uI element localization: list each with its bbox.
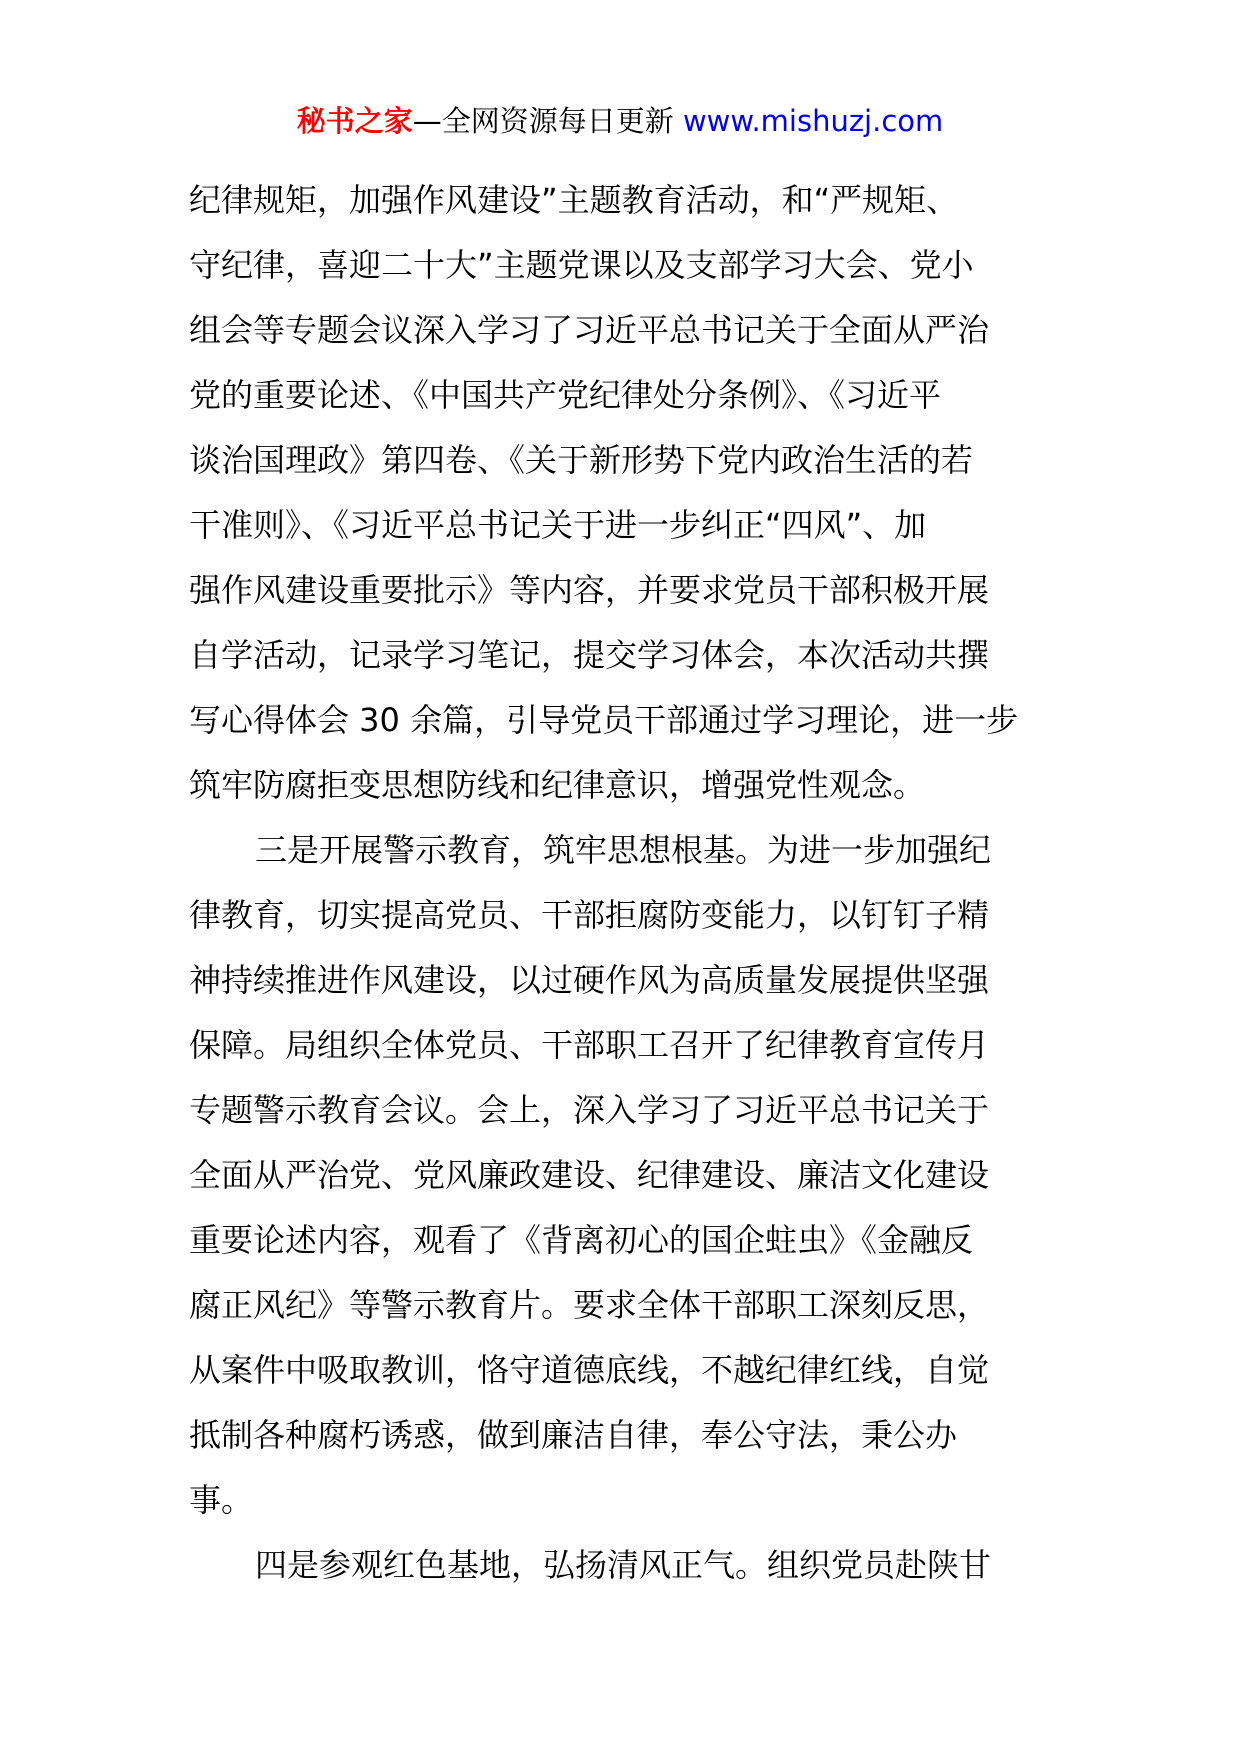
text-line: 组会等专题会议深入学习了习近平总书记关于全面从严治: [189, 311, 990, 349]
document-body: [189, 168, 1055, 1598]
text-line: 全面从严治党、党风廉政建设、纪律建设、廉洁文化建设: [189, 1156, 990, 1194]
text-line: 神持续推进作风建设，以过硬作风为高质量发展提供坚强: [189, 961, 990, 999]
text-line: 律教育，切实提高党员、干部拒腐防变能力，以钉钉子精: [189, 896, 990, 934]
text-line: 谈治国理政》第四卷、《关于新形势下党内政治生活的若: [189, 441, 974, 479]
brand-name: 秘书之家: [296, 104, 413, 138]
text-line: 重要论述内容，观看了《背离初心的国企蛀虫》《金融反: [189, 1221, 974, 1259]
text-line: 专题警示教育会议。会上，深入学习了习近平总书记关于: [189, 1091, 990, 1129]
header-url-link[interactable]: www.mishuzj.com: [682, 104, 944, 138]
paragraph-start-line: 四是参观红色基地，弘扬清风正气。组织党员赴陕甘: [255, 1546, 992, 1584]
header-tagline: —全网资源每日更新: [412, 104, 683, 138]
text-line: 强作风建设重要批示》等内容，并要求党员干部积极开展: [189, 571, 990, 609]
text-line: 筑牢防腐拒变思想防线和纪律意识，增强党性观念。: [189, 766, 926, 804]
text-line: 腐正风纪》等警示教育片。要求全体干部职工深刻反思，: [189, 1286, 990, 1324]
text-line: 写心得体会 30 余篇，引导党员干部通过学习理论，进一步: [189, 701, 1019, 739]
text-line: 干准则》、《习近平总书记关于进一步纠正“四风”、加: [189, 506, 927, 544]
text-line: 守纪律，喜迎二十大”主题党课以及支部学习大会、党小: [189, 246, 974, 284]
text-line: 党的重要论述、《中国共产党纪律处分条例》、《习近平: [189, 376, 942, 414]
text-line: 事。: [189, 1481, 254, 1519]
page-header: [0, 101, 1240, 141]
text-line: 纪律规矩，加强作风建设”主题教育活动，和“严规矩、: [189, 181, 959, 219]
text-line: 从案件中吸取教训，恪守道德底线，不越纪律红线，自觉: [189, 1351, 990, 1389]
text-line: 自学活动，记录学习笔记，提交学习体会，本次活动共撰: [189, 636, 990, 674]
text-line: 保障。局组织全体党员、干部职工召开了纪律教育宣传月: [189, 1026, 990, 1064]
text-line: 抵制各种腐朽诱惑，做到廉洁自律，奉公守法，秉公办: [189, 1416, 958, 1454]
paragraph-start-line: 三是开展警示教育，筑牢思想根基。为进一步加强纪: [255, 831, 992, 869]
